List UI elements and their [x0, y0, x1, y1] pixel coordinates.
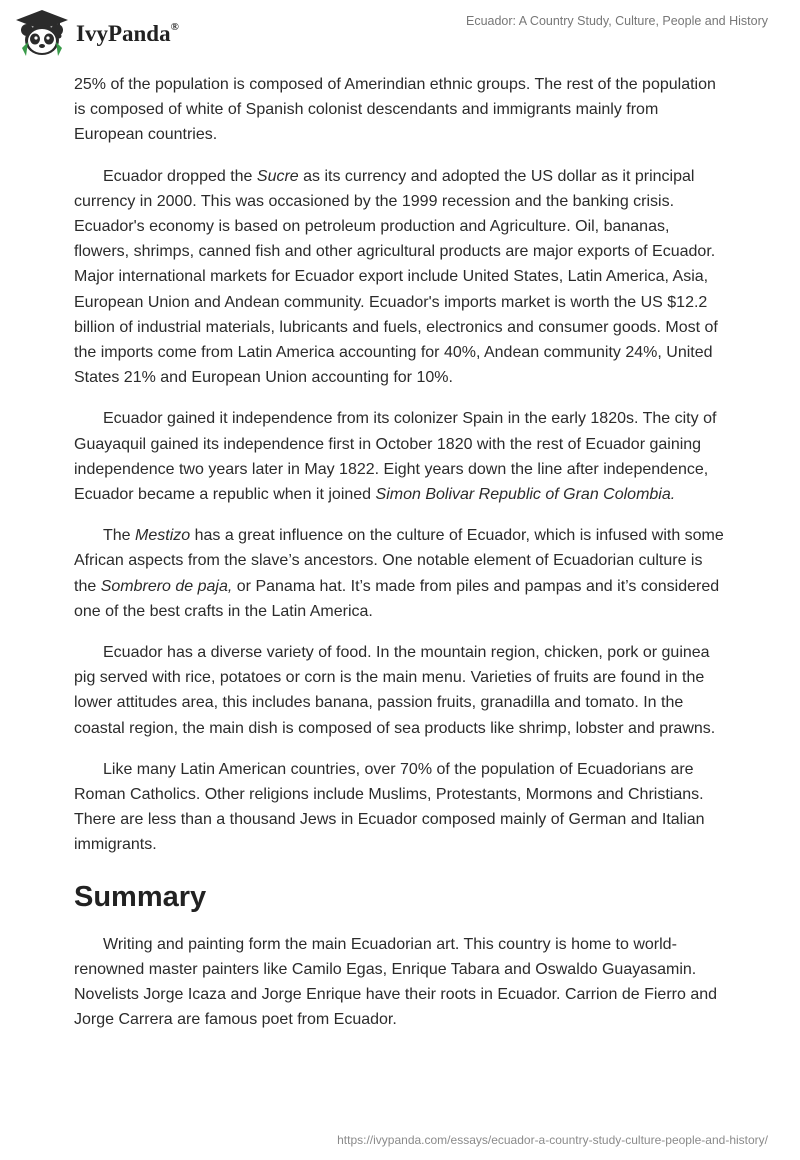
brand-name: IvyPanda® — [76, 21, 179, 46]
paragraph: The Mestizo has a great influence on the culture of Ecuador, which is infused with some African aspects from the slave’s ancestors. One notable element of Ecuadorian culture is the Sombrero de paja, or Panama hat. It’s made from piles and pampas and it’s considered one of the best crafts in the Latin America. — [74, 527, 724, 620]
paragraph: Ecuador gained it independence from its colonizer Spain in the early 1820s. The city of Guayaquil gained its independence first in October 1820 with the rest of Ecuador gaining independence two years later in May 1822. Eight years down the line after independence, Ecuador became a republic when it joined Simon Bolivar Republic of Gran Colombia. — [74, 410, 717, 504]
paragraph: Like many Latin American countries, over 70% of the population of Ecuadorians are Roman Catholics. Other religions include Muslims, Protestants, Mormons and Christians. There are less than a thousand Jews in Ecuador composed mainly of German and Italian immigrants. — [74, 760, 705, 854]
page-header — [0, 0, 800, 70]
section-heading-summary: Summary — [74, 880, 207, 913]
source-url[interactable]: https://ivypanda.com/essays/ecuador-a-country-study-culture-people-and-history/ — [337, 1133, 768, 1147]
summary-paragraph: Writing and painting form the main Ecuadorian art. This country is home to world-renowned master painters like Camilo Egas, Enrique Tabara and Oswaldo Guayasamin. Novelists Jorge Icaza and Jorge Enrique have their roots in Ecuador. Carrion de Fierro and Jorge Carrera are famous poet from Ecuador. — [74, 935, 718, 1029]
paragraph: Ecuador has a diverse variety of food. In the mountain region, chicken, pork or guinea pig served with rice, potatoes or corn is the main menu. Varieties of fruits are found in the lower attitudes area, this includes banana, passion fruits, granadilla and tomato. In the coastal region, the main dish is composed of sea products like shrimp, lobster and prawns. — [74, 644, 716, 737]
panda-graduate-icon — [14, 8, 70, 60]
paragraph: Ecuador dropped the Sucre as its currency and adopted the US dollar as it principal currency in 2000. This was occasioned by the 1999 recession and the banking crisis. Ecuador's economy is based on petroleum production and Agriculture. Oil, bananas, flowers, shrimps, canned fish and other agricultural products are major exports of Ecuador. Major international markets for Ecuador export include United States, Latin America, Asia, European Union and Andean community. Ecuador's imports market is worth the US $12.2 billion of industrial materials, lubricants and fuels, electronics and consumer goods. Most of the imports come from Latin America accounting for 40%, Andean community 24%, United States 21% and European Union accounting for 10%. — [74, 167, 718, 387]
brand-logo[interactable] — [14, 8, 179, 60]
paragraph: 25% of the population is composed of Amerindian ethnic groups. The rest of the population is composed of white of Spanish colonist descendants and immigrants mainly from European countries. — [74, 76, 716, 144]
article-body — [74, 72, 726, 1049]
document-title: Ecuador: A Country Study, Culture, People and History — [465, 14, 768, 28]
